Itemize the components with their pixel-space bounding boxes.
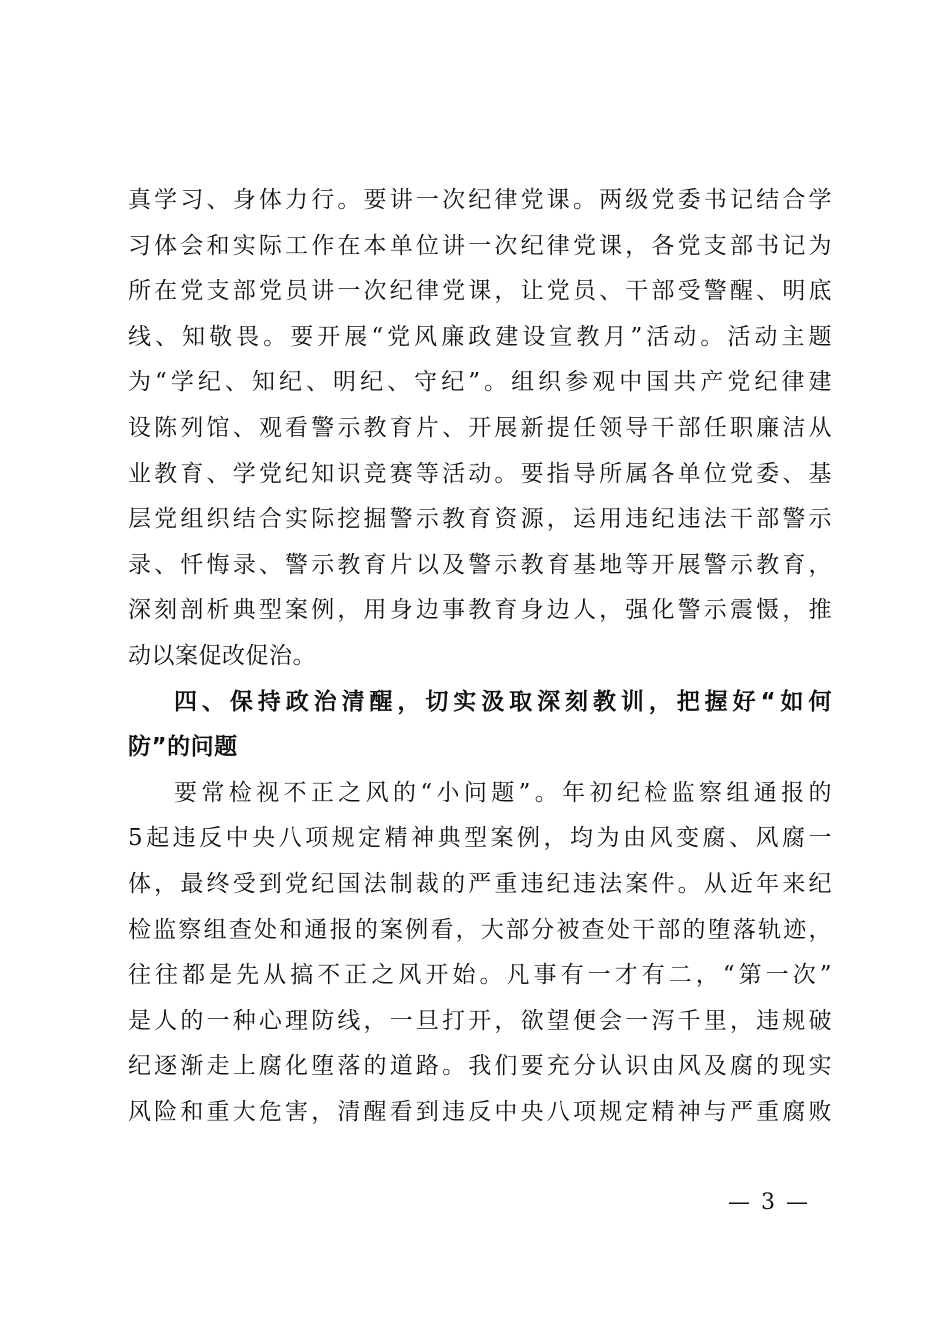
text-line: 为“学纪、知纪、明纪、守纪”。组织参观中国共产党纪律建 (128, 369, 832, 396)
text-line: 是人的一种心理防线，一旦打开，欲望便会一泻千里，违规破 (128, 1007, 832, 1034)
text-line: 要常检视不正之风的“小问题”。年初纪检监察组通报的 (174, 779, 832, 806)
text-line: 设陈列馆、观看警示教育片、开展新提任领导干部任职廉洁从 (128, 414, 832, 441)
text-line: 录、忏悔录、警示教育片以及警示教育基地等开展警示教育， (128, 551, 832, 578)
text-line: 动以案促改促治。 (128, 642, 316, 669)
page-body (128, 178, 832, 1135)
text-line: 层党组织结合实际挖掘警示教育资源，运用违纪违法干部警示 (128, 506, 832, 533)
heading-line: 四、保持政治清醒，切实汲取深刻教训，把握好“如何 (174, 688, 832, 715)
text-line: 真学习、身体力行。要讲一次纪律党课。两级党委书记结合学 (128, 187, 832, 213)
page-number: — 3 — (728, 1190, 810, 1215)
text-line: 习体会和实际工作在本单位讲一次纪律党课，各党支部书记为 (128, 232, 832, 259)
text-line: 5起违反中央八项规定精神典型案例，均为由风变腐、风腐一 (128, 825, 832, 852)
text-line: 检监察组查处和通报的案例看，大部分被查处干部的堕落轨迹， (128, 916, 832, 943)
text-line: 纪逐渐走上腐化堕落的道路。我们要充分认识由风及腐的现实 (128, 1053, 832, 1080)
text-line: 线、知敬畏。要开展“党风廉政建设宣教月”活动。活动主题 (128, 323, 832, 350)
text-line: 业教育、学党纪知识竞赛等活动。要指导所属各单位党委、基 (128, 460, 832, 487)
section-heading (128, 680, 832, 771)
paragraph-continuation (128, 178, 832, 680)
text-line: 往往都是先从搞不正之风开始。凡事有一才有二，“第一次” (128, 962, 832, 989)
heading-line: 防”的问题 (128, 734, 238, 761)
text-line: 体，最终受到党纪国法制裁的严重违纪违法案件。从近年来纪 (128, 870, 832, 897)
text-line: 所在党支部党员讲一次纪律党课，让党员、干部受警醒、明底 (128, 278, 832, 305)
text-line: 深刻剖析典型案例，用身边事教育身边人，强化警示震慑，推 (128, 597, 832, 624)
text-line: 风险和重大危害，清醒看到违反中央八项规定精神与严重腐败 (128, 1098, 832, 1125)
paragraph-section4 (128, 771, 832, 1136)
